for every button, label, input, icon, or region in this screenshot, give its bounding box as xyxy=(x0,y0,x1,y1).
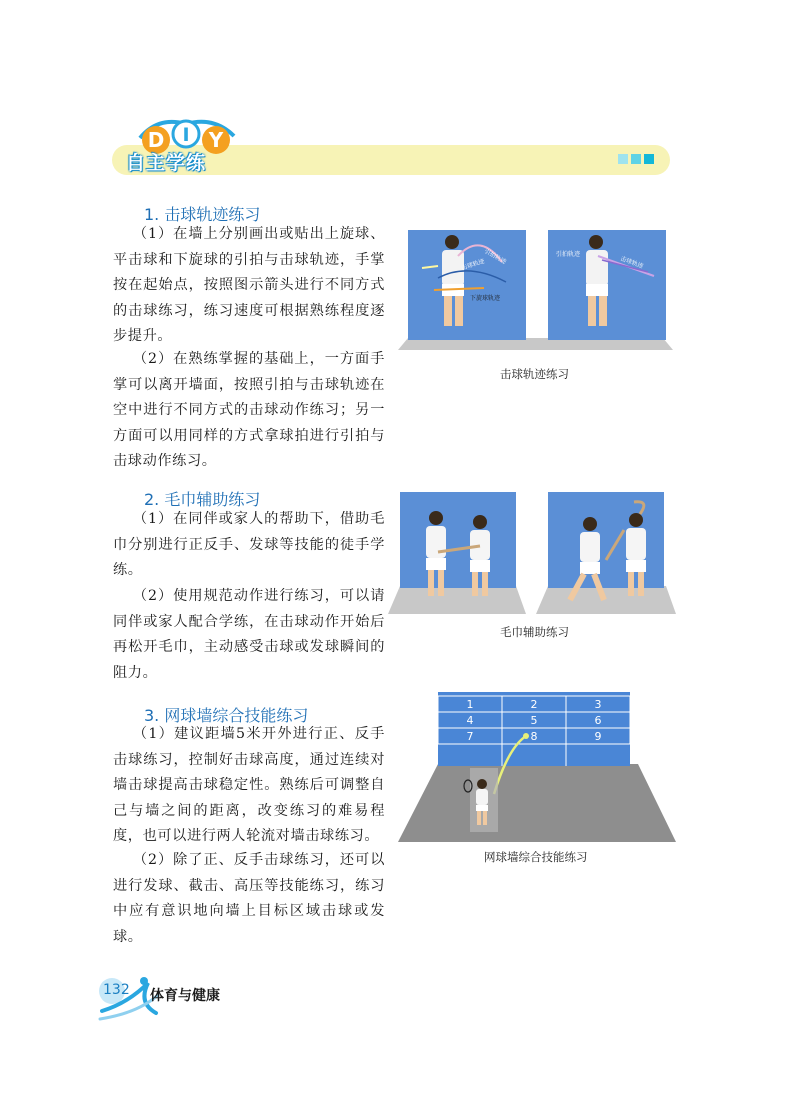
book-title: 体育与健康 xyxy=(150,988,220,1004)
section-2-title: 2. 毛巾辅助练习 xyxy=(144,490,261,509)
banner-square-dark xyxy=(644,154,654,164)
figure-2-caption: 毛巾辅助练习 xyxy=(500,625,569,639)
section-1-paragraph-2: （2）在熟练掌握的基础上，一方面手掌可以离开墙面，按照引拍与击球轨迹在空中进行不同方式的击球动作练习；另一方面可以用同样的方式拿球拍进行引拍与击球动作练习。 xyxy=(113,351,385,469)
grid-number-4: 4 xyxy=(466,714,474,727)
label-left-2: 击球轨迹 xyxy=(460,257,486,272)
figure-3-caption: 网球墙综合技能练习 xyxy=(484,850,588,864)
page-number: 132 xyxy=(103,982,130,998)
grid-number-5: 5 xyxy=(530,714,538,727)
wall-left xyxy=(400,492,516,588)
section-3-title: 3. 网球墙综合技能练习 xyxy=(144,706,309,725)
logo-letter-d: D xyxy=(147,128,165,152)
section-3-paragraph-2: （2）除了正、反手击球练习，还可以进行发球、截击、高压等技能练习，练习中应有意识地向墙上目标区域击球或发球。 xyxy=(113,852,385,945)
label-left-3: 下旋球轨迹 xyxy=(470,295,501,302)
grid-number-9: 9 xyxy=(594,730,602,743)
section-1-title: 1. 击球轨迹练习 xyxy=(144,205,261,224)
banner-squares xyxy=(618,154,654,164)
section-2-paragraph-1: （1）在同伴或家人的帮助下，借助毛巾分别进行正反手、发球等技能的徒手学练。 xyxy=(113,511,385,578)
grid-number-2: 2 xyxy=(530,698,538,711)
section-2-paragraph-2: （2）使用规范动作进行练习，可以请同伴或家人配合学练，在击球动作开始后再松开毛巾，主动感受击球或发球瞬间的阻力。 xyxy=(113,588,385,681)
logo-letter-i: I xyxy=(182,124,190,146)
logo-letter-y: Y xyxy=(208,128,224,152)
label-right-2: 击球轨迹 xyxy=(619,255,645,271)
wall-left xyxy=(408,230,526,340)
banner-square-mid xyxy=(631,154,641,164)
label-right-1: 引拍轨迹 xyxy=(556,251,581,258)
section-1-paragraph-1: （1）在墙上分别画出或贴出上旋球、平击球和下旋球的引拍与击球轨迹，手掌按在起始点，按照图示箭头进行不同方式的击球练习，练习速度可根据熟练程度逐步提升。 xyxy=(113,226,385,344)
diy-subtitle: 自主学练 xyxy=(126,152,207,174)
figure-swing-path xyxy=(398,222,673,352)
grid-number-1: 1 xyxy=(466,698,474,711)
banner-square-light xyxy=(618,154,628,164)
wall-right xyxy=(548,492,664,588)
grid-number-7: 7 xyxy=(466,730,474,743)
label-left-1: 引拍轨迹 xyxy=(483,247,508,266)
grid-number-6: 6 xyxy=(594,714,602,727)
figure-towel-practice xyxy=(388,490,676,616)
grid-number-8: 8 xyxy=(530,730,538,743)
figure-1-caption: 击球轨迹练习 xyxy=(500,367,569,381)
figure-tennis-wall xyxy=(398,692,676,844)
grid-number-3: 3 xyxy=(594,698,602,711)
section-3-paragraph-1: （1）建议距墙5米开外进行正、反手击球练习，控制好击球高度，通过连续对墙击球提高击球稳定性。熟练后可调整自己与墙之间的距离，改变练习的难易程度，也可以进行两人轮流对墙击球练习。 xyxy=(113,726,385,844)
